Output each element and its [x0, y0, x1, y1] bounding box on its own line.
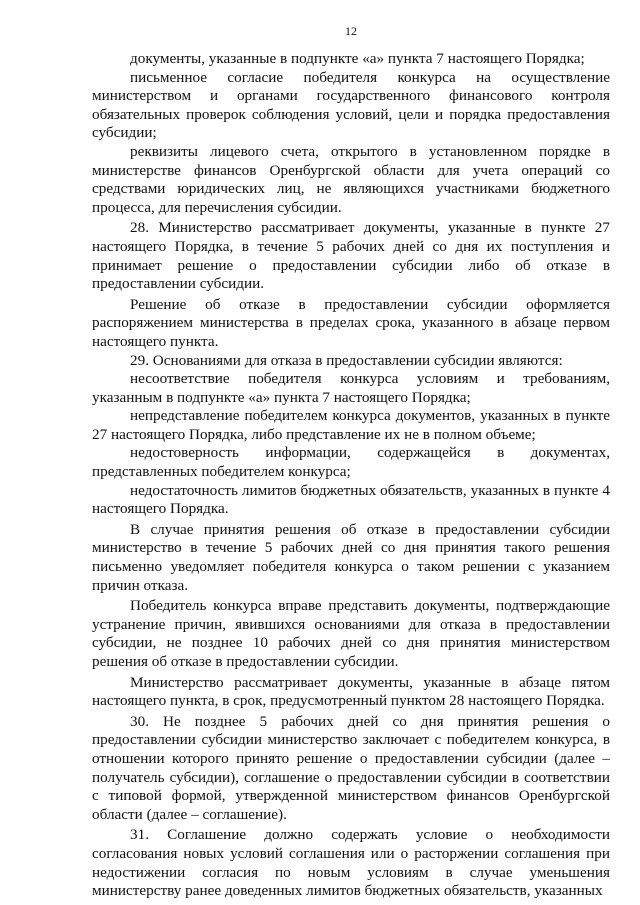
paragraph: недостоверность информации, содержащейся в документах, представленных победителем конкурса;	[92, 444, 610, 481]
paragraph: 30. Не позднее 5 рабочих дней со дня принятия решения о предоставлении субсидии министерство заключает с победителем конкурса, в отношении которого принято решение о предоставлении субсидии (далее – получатель субсидии), соглашение о предоставлении субсидии в соответствии с типовой формой, утвержденной министерством финансов Оренбургской области (далее – соглашение).	[92, 712, 610, 823]
paragraph: Министерство рассматривает документы, указанные в абзаце пятом настоящего пункта, в срок, предусмотренный пунктом 28 настоящего Порядка.	[92, 673, 610, 710]
paragraph: непредставление победителем конкурса документов, указанных в пункте 27 настоящего Порядка, либо представление их не в полном объеме;	[92, 407, 610, 443]
paragraph: 28. Министерство рассматривает документы, указанные в пункте 27 настоящего Порядка, в течение 5 рабочих дней со дня их поступления и принимает решение о предоставлении субсидии либо об отказе в предоставлении субсидии.	[92, 219, 610, 293]
paragraph: 29. Основаниями для отказа в предоставлении субсидии являются:	[130, 351, 563, 369]
paragraph: В случае принятия решения об отказе в предоставлении субсидии министерство в течение 5 рабочих дней со дня принятия такого решения письменно уведомляет победителя конкурса о таком решении с указанием причин отказа.	[92, 520, 610, 594]
paragraph: письменное согласие победителя конкурса на осуществление министерством и органами государственного финансового контроля обязательных проверок соблюдения условий, цели и порядка предоставления субсидии;	[92, 68, 610, 142]
paragraph: Победитель конкурса вправе представить документы, подтверждающие устранение причин, явившихся основаниями для отказа в предоставлении субсидии, не позднее 10 рабочих дней со дня принятия министерством решения об отказе в предоставлении субсидии.	[92, 597, 610, 670]
page-number: 12	[345, 24, 357, 38]
paragraph: Решение об отказе в предоставлении субсидии оформляется распоряжением министерства в пределах срока, указанного в абзаце первом настоящего пункта.	[92, 295, 610, 350]
paragraph: реквизиты лицевого счета, открытого в установленном порядке в министерстве финансов Оренбургской области для учета операций со средствами юридических лиц, не являющихся участниками бюджетного процесса, для перечисления субсидии.	[92, 142, 610, 216]
paragraph: несоответствие победителя конкурса условиям и требованиям, указанным в подпункте «а» пункта 7 настоящего Порядка;	[92, 370, 610, 406]
document-body	[92, 50, 610, 901]
paragraph: недостаточность лимитов бюджетных обязательств, указанных в пункте 4 настоящего Порядка.	[92, 481, 610, 518]
paragraph: 31. Соглашение должно содержать условие о необходимости согласования новых условий соглашения или о расторжении соглашения при недостижении согласия по новым условиям в случае уменьшения министерству ранее доведенных лимитов бюджетных обязательств, указанных	[92, 826, 610, 900]
paragraph: документы, указанные в подпункте «а» пункта 7 настоящего Порядка;	[130, 50, 585, 67]
